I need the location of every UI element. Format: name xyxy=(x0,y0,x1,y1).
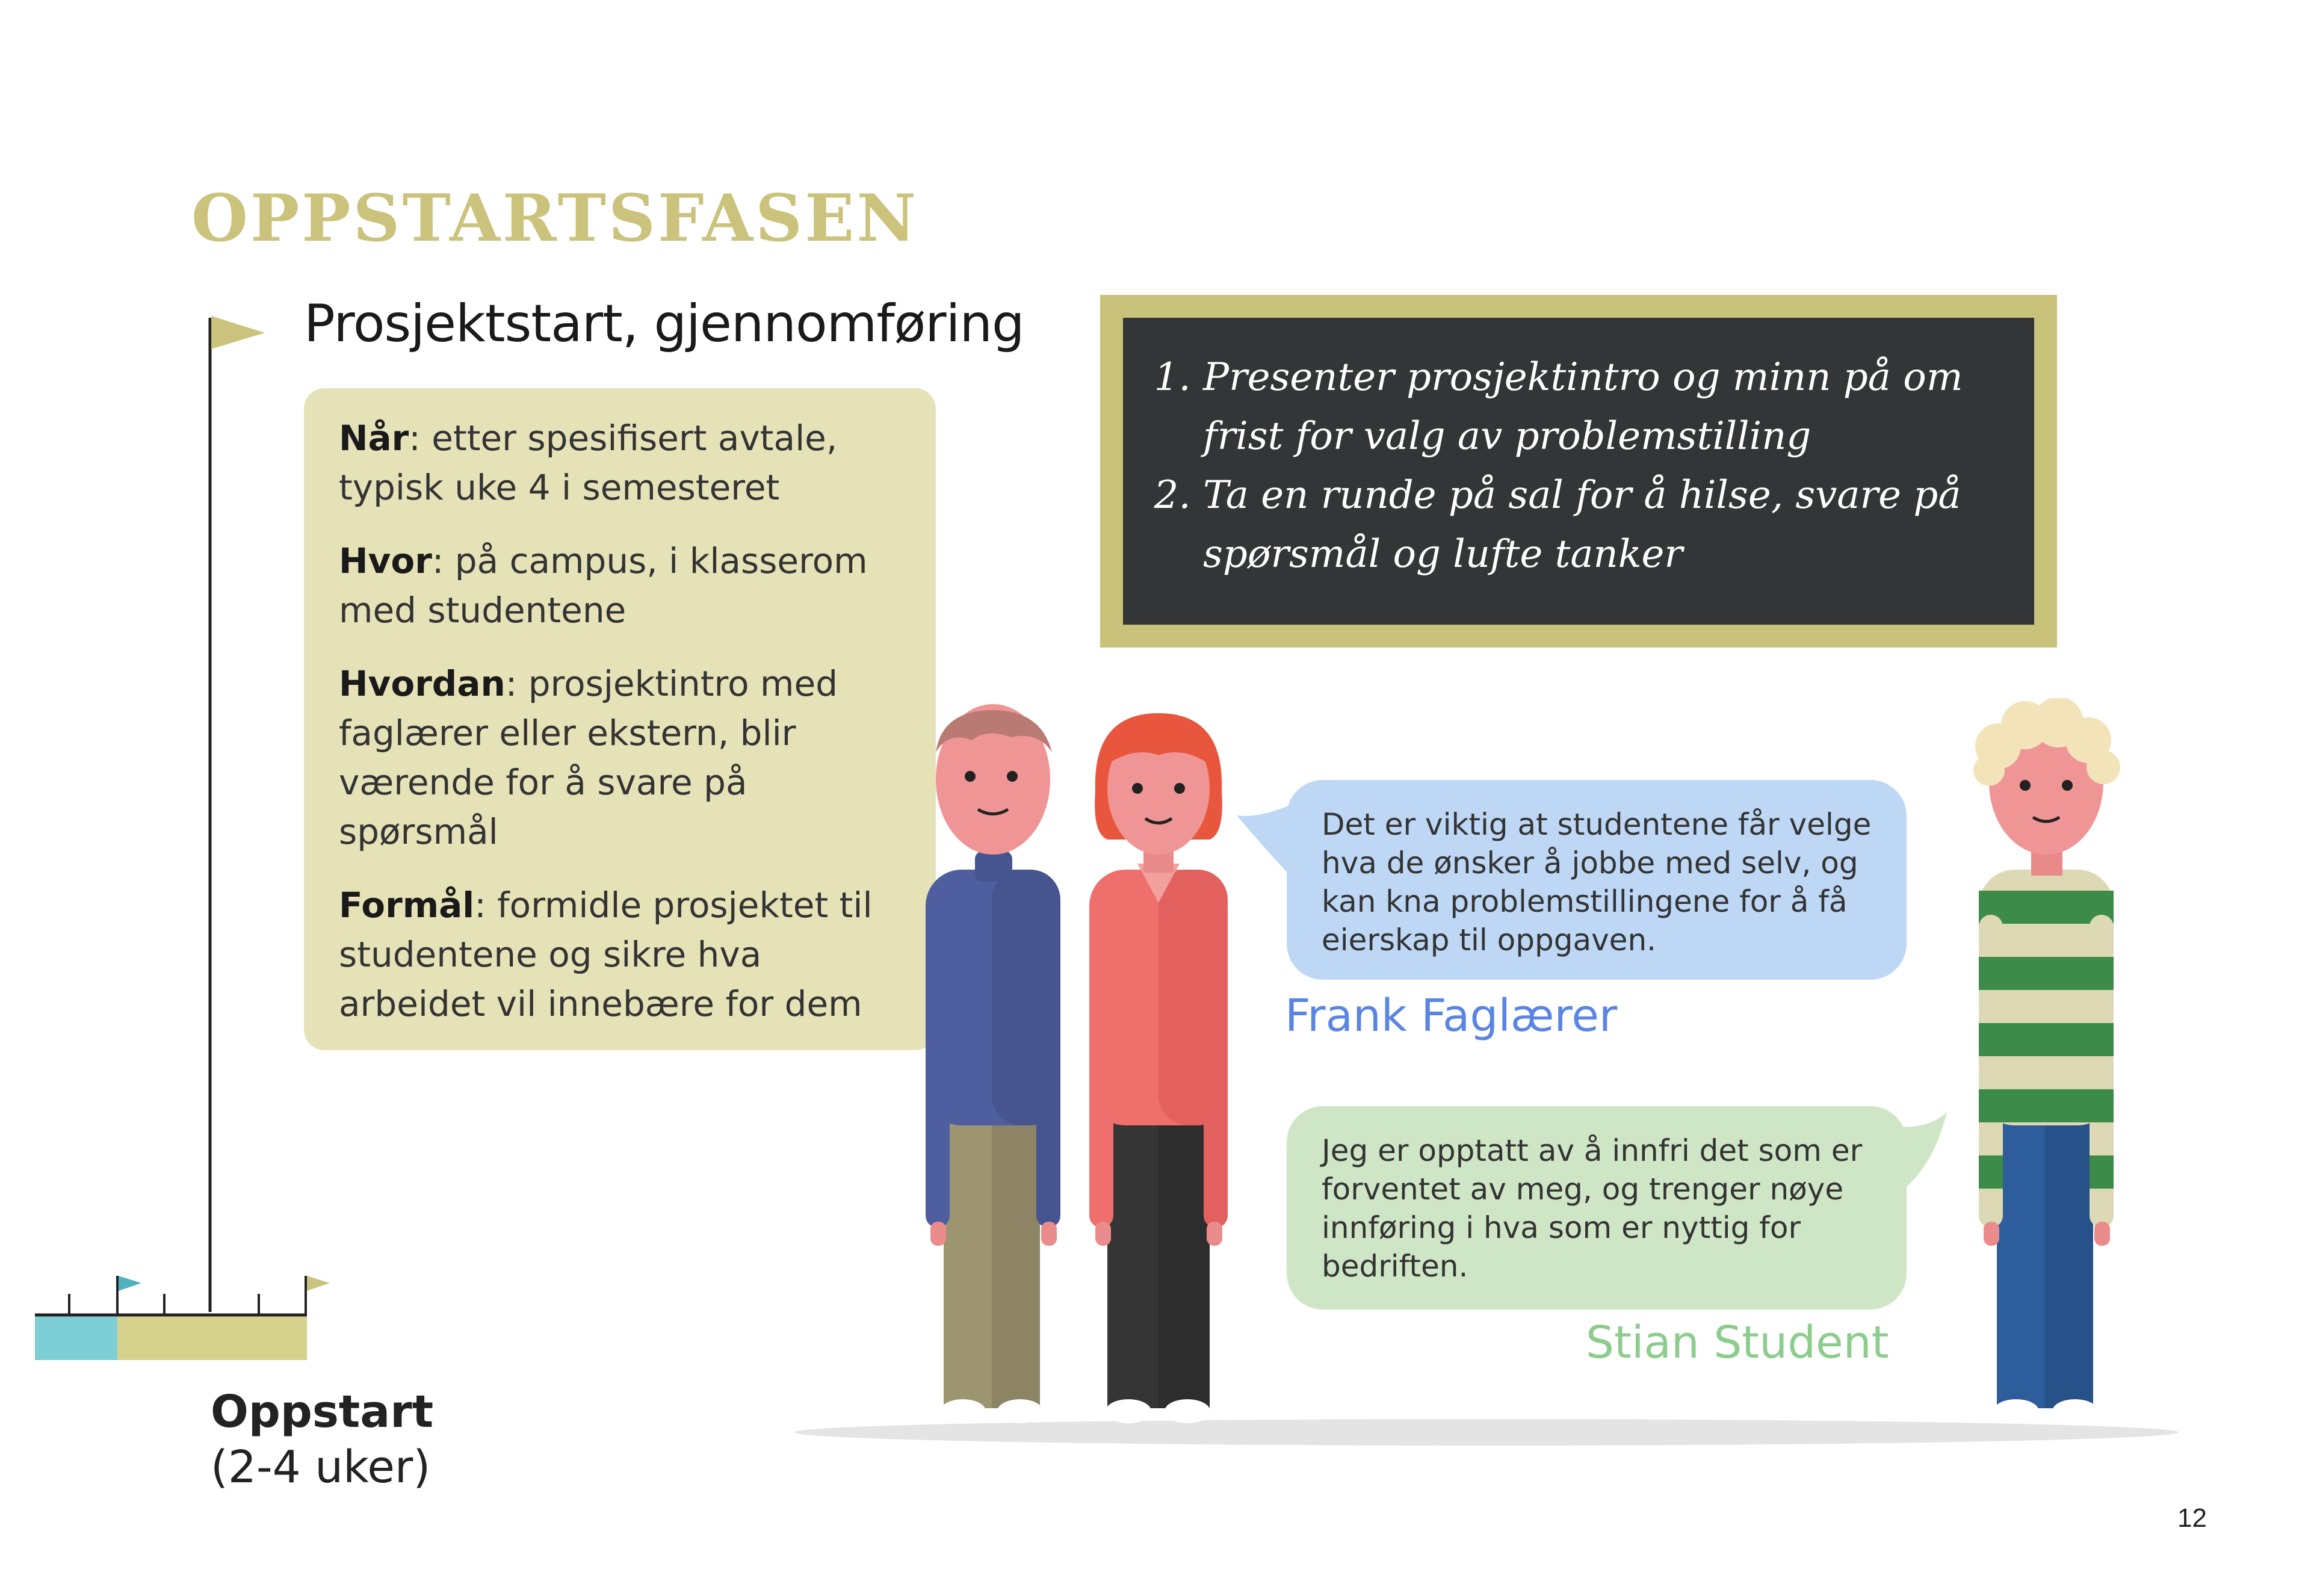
phase-label xyxy=(211,1384,433,1495)
chalkboard-item: 1. Presenter prosjektintro og minn på om frist for valg av problemstilling xyxy=(1203,348,2004,466)
teacher-name: Frank Faglærer xyxy=(1285,990,1618,1042)
info-purpose-text: : formidle prosjektet til studentene og sikre hva arbeidet vil innebære for dem xyxy=(339,885,873,1024)
info-how-label: Hvordan xyxy=(339,663,506,704)
chalkboard-item: 2. Ta en runde på sal for å hilse, svare på spørsmål og lufte tanker xyxy=(1203,466,2004,584)
page-title: OPPSTARTSFASEN xyxy=(191,181,919,256)
student-name: Stian Student xyxy=(1586,1317,1889,1369)
phase-name: Oppstart xyxy=(211,1386,434,1438)
timeline-flag-end-icon xyxy=(307,1276,330,1291)
info-when-label: Når xyxy=(339,418,409,459)
info-where-text: : på campus, i klasserom med studentene xyxy=(339,540,868,631)
info-where-label: Hvor xyxy=(339,540,432,581)
section-subtitle: Prosjektstart, gjennomføring xyxy=(304,294,1024,354)
page-number: 12 xyxy=(2177,1503,2207,1533)
teacher-speech-bubble: Det er viktig at studentene får velge hva de ønsker å jobbe med selv, og kan kna problemstillingene for å få eierskap til oppgaven. xyxy=(1287,780,1907,980)
info-purpose-label: Formål xyxy=(339,885,475,926)
student-speech-bubble: Jeg er opptatt av å innfri det som er forventet av meg, og trenger nøye innføring i hva som er nyttig for bedriften. xyxy=(1287,1106,1907,1310)
timeline-flag-start-icon xyxy=(119,1276,141,1291)
phase-duration: (2-4 uker) xyxy=(211,1441,431,1493)
info-when-text: : etter spesifisert avtale, typisk uke 4 i semesteret xyxy=(339,418,838,508)
info-how-text: : prosjektintro med faglærer eller ekstern, blir værende for å svare på spørsmål xyxy=(339,663,838,852)
